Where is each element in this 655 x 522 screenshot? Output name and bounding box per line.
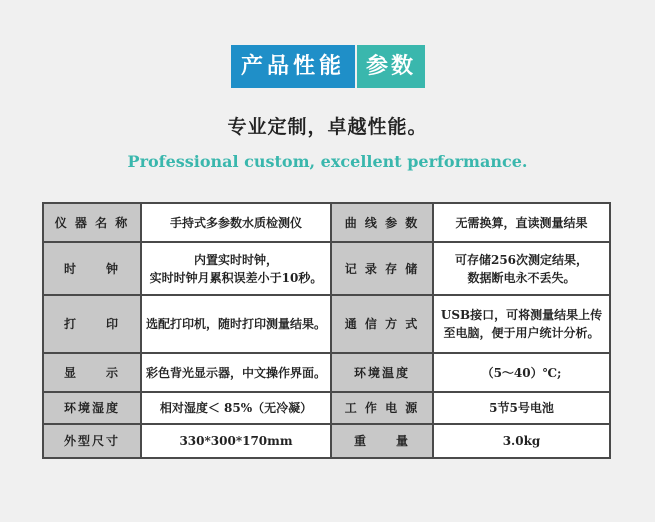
spec-value-line: 内置实时时钟， [193, 252, 278, 267]
spec-value-line: 数据断电永不丢失。 [467, 270, 576, 285]
spec-value-line: 无需换算，直读测量结果 [455, 215, 588, 230]
table-row [43, 295, 610, 353]
spec-label: 重 量 [331, 424, 433, 458]
spec-value-line: 实时时钟月累积误差小于10秒。 [149, 270, 323, 285]
section-header-badge [231, 45, 425, 88]
spec-value [141, 392, 331, 424]
spec-value-line: 可存储256次测定结果， [454, 252, 589, 267]
spec-label: 打 印 [43, 295, 141, 353]
spec-value-line: 选配打印机，随时打印测量结果。 [146, 317, 327, 331]
spec-label: 工 作 电 源 [331, 392, 433, 424]
spec-value [433, 424, 610, 458]
spec-value-line: 至电脑，便于用户统计分析。 [443, 326, 600, 340]
spec-value-line: （5～40）℃; [481, 365, 562, 380]
english-subline: Professional custom, excellent performance. [127, 152, 528, 171]
spec-value-line: 彩色背光显示器，中文操作界面。 [146, 365, 327, 380]
spec-value-line: 330*300*170mm [179, 434, 293, 448]
spec-label: 通 信 方 式 [331, 295, 433, 353]
spec-label: 记 录 存 储 [331, 242, 433, 295]
headline: 专业定制，卓越性能。 [227, 116, 428, 138]
table-row [43, 203, 610, 242]
spec-label: 环境温度 [331, 353, 433, 392]
table-row [43, 242, 610, 295]
spec-value-line: 相对湿度＜ 85%（无冷凝） [159, 401, 313, 415]
table-row [43, 424, 610, 458]
spec-value [433, 353, 610, 392]
section-title: 产品性能 [231, 45, 355, 88]
spec-value [141, 242, 331, 295]
spec-value-line: 3.0kg [502, 434, 541, 448]
spec-value [433, 295, 610, 353]
spec-value [141, 353, 331, 392]
spec-label: 仪 器 名 称 [43, 203, 141, 242]
spec-value [433, 203, 610, 242]
spec-value [141, 295, 331, 353]
spec-label: 曲 线 参 数 [331, 203, 433, 242]
spec-value-line: USB接口，可将测量结果上传 [440, 308, 603, 322]
spec-table [42, 202, 611, 459]
spec-value [141, 424, 331, 458]
spec-value-line: 5节5号电池 [489, 401, 554, 415]
spec-value [433, 392, 610, 424]
section-subtitle: 参数 [357, 45, 425, 88]
spec-value-line: 手持式多参数水质检测仪 [169, 215, 302, 230]
table-row [43, 353, 610, 392]
spec-label: 环境湿度 [43, 392, 141, 424]
spec-value [433, 242, 610, 295]
spec-label: 时 钟 [43, 242, 141, 295]
spec-label: 显 示 [43, 353, 141, 392]
spec-label: 外型尺寸 [43, 424, 141, 458]
table-row [43, 392, 610, 424]
spec-value [141, 203, 331, 242]
